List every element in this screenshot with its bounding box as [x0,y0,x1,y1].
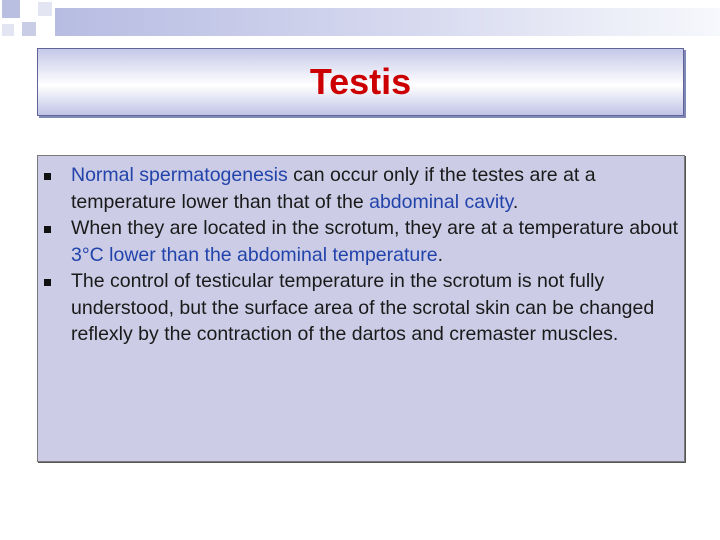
square-bullet-icon [44,173,51,180]
deco-square [22,22,36,36]
square-bullet-icon [44,226,51,233]
slide-title: Testis [309,61,412,102]
highlighted-term: abdominal cavity [369,190,513,213]
title-banner [37,48,684,116]
highlighted-term: 3°C lower than the abdominal temperature [71,243,438,266]
bullet-text: . [437,243,444,266]
deco-square [2,24,14,36]
content-panel [37,155,685,462]
bullet-text: can occur only if the testes are at a temperature lower than that of the [71,164,596,213]
bullet-item [38,268,684,348]
deco-square [2,0,20,18]
deco-square [38,2,52,16]
header-gradient-bar [55,8,720,36]
bullet-item [38,215,684,268]
bullet-text: . [512,190,519,213]
bullet-item [38,162,684,215]
square-bullet-icon [44,279,51,286]
highlighted-term: Normal spermatogenesis [71,164,288,186]
bullet-text: When they are located in the scrotum, they are at a temperature about [71,217,679,239]
bullet-text: The control of testicular temperature in the scrotum is not fully understood, but the surface area of the scrotal skin can be changed reflexly by the contraction of the dartos and cremaster muscles. [71,270,655,345]
bullet-list [38,162,684,348]
